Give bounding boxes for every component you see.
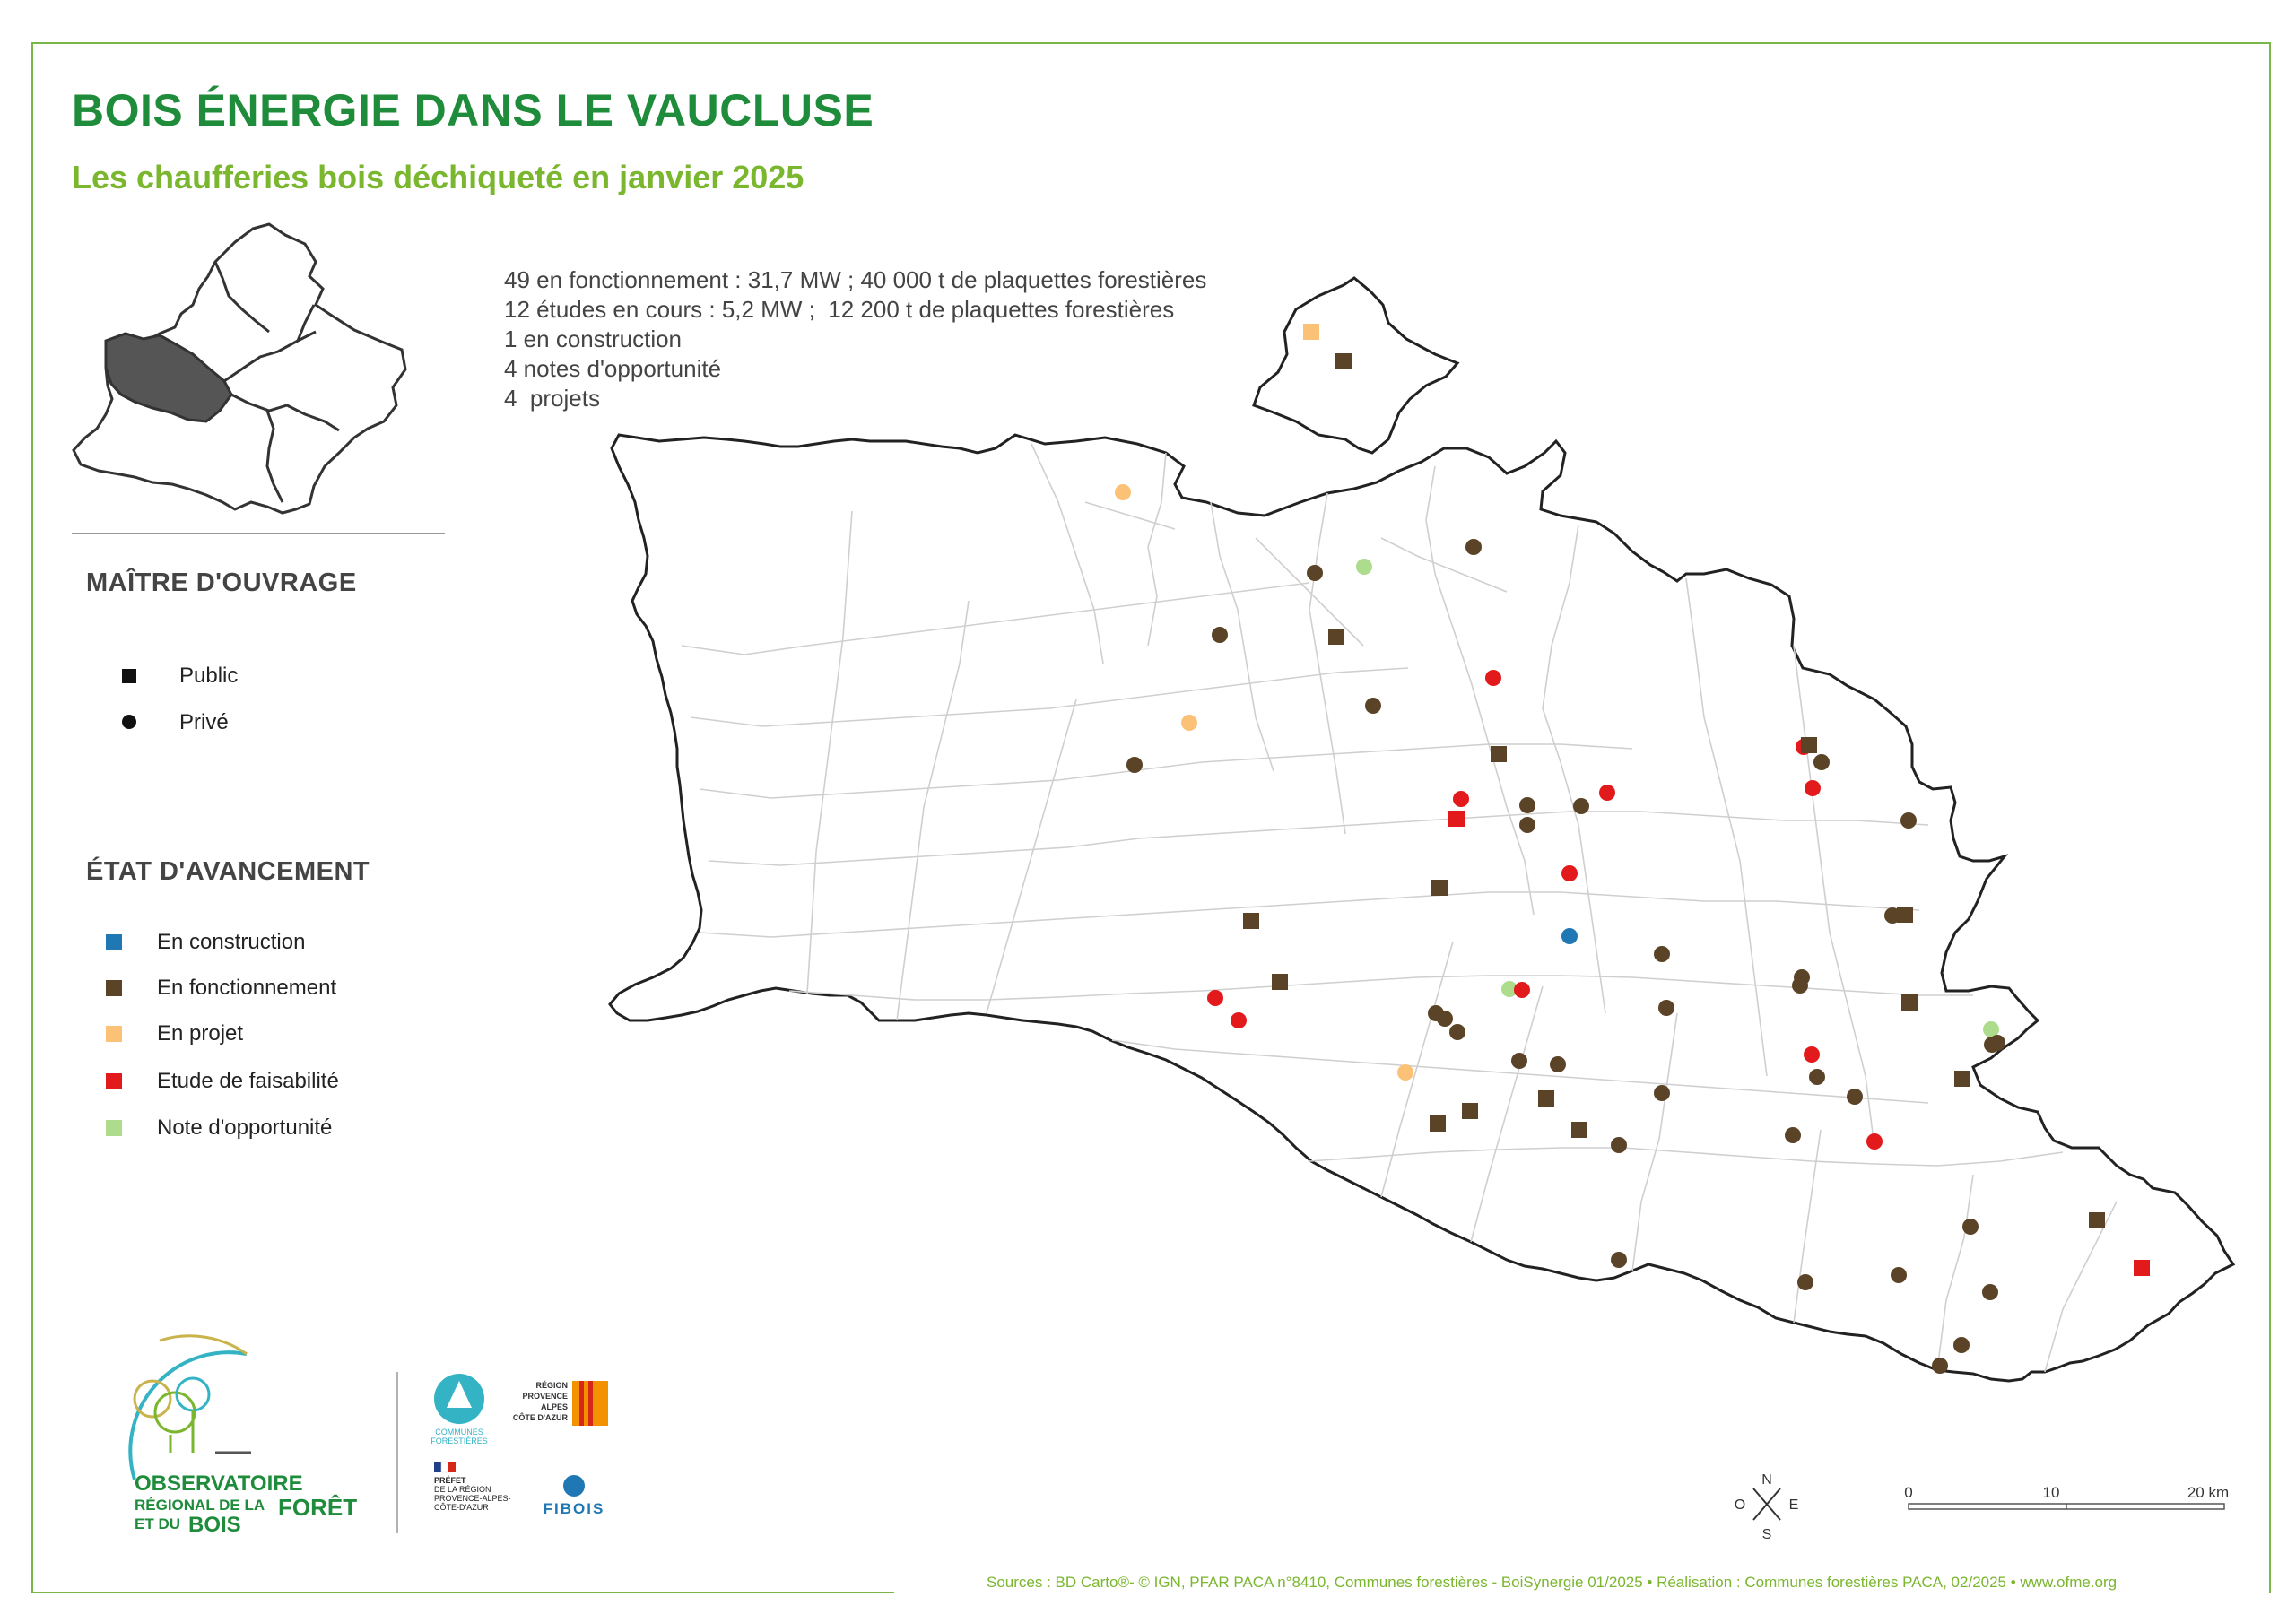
- site-private-fonctionnement: [1984, 1037, 2000, 1053]
- compass-n: N: [1761, 1472, 1772, 1488]
- site-private-fonctionnement: [1465, 539, 1482, 555]
- site-public-fonctionnement: [1491, 746, 1507, 762]
- site-public-fonctionnement: [1801, 737, 1817, 753]
- site-private-fonctionnement: [1449, 1024, 1465, 1040]
- site-private-fonctionnement: [1962, 1219, 1979, 1235]
- site-private-fonctionnement: [1611, 1137, 1627, 1153]
- scale-bar: [1904, 1484, 2229, 1509]
- prefet-line3: PROVENCE-ALPES-: [434, 1494, 511, 1503]
- prefet-logo: [434, 1462, 511, 1512]
- site-public-fonctionnement: [1538, 1090, 1554, 1107]
- sources-credit: Sources : BD Carto®- © IGN, PFAR PACA n°8410, Communes forestières - BoiSynergie 01/2025 • Réalisation : Communes forestières PACA, 02/2025 • www.ofme.org: [987, 1574, 2118, 1591]
- stat-line: 4 notes d'opportunité: [504, 355, 722, 382]
- legend-status-label: En projet: [157, 1021, 244, 1046]
- site-public-fonctionnement: [2089, 1212, 2105, 1228]
- site-private-etude: [1207, 990, 1223, 1006]
- compass-o: O: [1734, 1497, 1746, 1513]
- enclave-outline: [1254, 278, 1457, 453]
- site-public-fonctionnement: [1571, 1122, 1587, 1138]
- site-private-fonctionnement: [1126, 757, 1143, 773]
- legend-owner-title: MAÎTRE D'OUVRAGE: [86, 568, 357, 597]
- site-private-etude: [1599, 785, 1615, 801]
- legend-status-label: En fonctionnement: [157, 976, 337, 1000]
- site-public-fonctionnement: [1954, 1071, 1970, 1087]
- site-private-fonctionnement: [1365, 698, 1381, 714]
- legend-status-swatch: [106, 1026, 122, 1042]
- site-private-fonctionnement: [1809, 1069, 1825, 1085]
- legend-status-label: En construction: [157, 930, 306, 954]
- region-line3: ALPES: [540, 1402, 568, 1411]
- site-private-fonctionnement: [1212, 627, 1228, 643]
- ofme-line5: BOIS: [188, 1513, 241, 1537]
- site-private-fonctionnement: [1611, 1252, 1627, 1268]
- department-outline: [610, 435, 2233, 1381]
- prefet-line4: CÔTE-D'AZUR: [434, 1503, 489, 1512]
- compass-s: S: [1761, 1527, 1772, 1542]
- site-private-fonctionnement: [1519, 817, 1535, 833]
- scale-label-20: 20 km: [2187, 1484, 2230, 1501]
- site-private-fonctionnement: [1550, 1056, 1566, 1072]
- scale-label-0: 0: [1904, 1484, 1913, 1501]
- site-private-fonctionnement: [1792, 977, 1808, 994]
- site-private-fonctionnement: [1437, 1011, 1453, 1027]
- site-private-projet: [1181, 715, 1197, 731]
- site-private-projet: [1397, 1064, 1413, 1081]
- site-public-projet: [1303, 324, 1319, 340]
- legend-public-label: Public: [179, 664, 239, 688]
- site-private-etude: [1804, 1046, 1820, 1063]
- site-private-fonctionnement: [1797, 1274, 1813, 1290]
- ofme-line2: RÉGIONAL DE LA: [135, 1497, 265, 1514]
- site-private-projet: [1115, 484, 1131, 500]
- french-flag-white: [441, 1462, 448, 1472]
- site-private-etude: [1514, 982, 1530, 998]
- site-private-etude: [1485, 670, 1501, 686]
- site-public-fonctionnement: [1897, 907, 1913, 923]
- site-public-fonctionnement: [1243, 913, 1259, 929]
- site-private-fonctionnement: [1932, 1358, 1948, 1374]
- region-line1: RÉGION: [535, 1381, 568, 1390]
- legend-circle-symbol: [122, 715, 136, 729]
- region-paca-logo: [513, 1381, 608, 1426]
- legend-private-label: Privé: [179, 710, 229, 734]
- map-subtitle: Les chaufferies bois déchiqueté en janvier 2025: [72, 159, 804, 195]
- region-line2: PROVENCE: [522, 1392, 568, 1401]
- site-private-etude: [1453, 791, 1469, 807]
- site-public-fonctionnement: [1335, 353, 1352, 369]
- compass-e: E: [1788, 1497, 1799, 1513]
- site-private-etude: [1231, 1012, 1247, 1028]
- region-flag-stripe: [588, 1381, 593, 1426]
- site-private-fonctionnement: [1511, 1053, 1527, 1069]
- site-private-fonctionnement: [1891, 1267, 1907, 1283]
- communes-line2: FORESTIÈRES: [430, 1436, 488, 1445]
- site-public-fonctionnement: [1430, 1115, 1446, 1132]
- site-public-etude: [1448, 811, 1465, 827]
- stat-line: 4 projets: [504, 385, 600, 412]
- site-private-fonctionnement: [1813, 754, 1830, 770]
- french-flag-blue: [434, 1462, 441, 1472]
- site-private-fonctionnement: [1953, 1337, 1970, 1353]
- site-public-fonctionnement: [1901, 994, 1918, 1011]
- site-private-fonctionnement: [1847, 1089, 1863, 1105]
- site-private-fonctionnement: [1785, 1127, 1801, 1143]
- map-title: BOIS ÉNERGIE DANS LE VAUCLUSE: [72, 85, 874, 135]
- legend-square-symbol: [122, 669, 136, 683]
- site-private-etude: [1561, 865, 1578, 881]
- prefet-line1: PRÉFET: [434, 1476, 466, 1485]
- site-private-fonctionnement: [1900, 812, 1917, 829]
- site-private-fonctionnement: [1654, 1085, 1670, 1101]
- site-private-fonctionnement: [1519, 797, 1535, 813]
- site-public-fonctionnement: [1431, 880, 1448, 896]
- ofme-line3: FORÊT: [278, 1494, 358, 1521]
- vaucluse-map: [610, 278, 2233, 1381]
- site-private-construction: [1561, 928, 1578, 944]
- communes-line1: COMMUNES: [435, 1428, 483, 1436]
- site-private-etude: [1805, 780, 1821, 796]
- scale-label-10: 10: [2042, 1484, 2060, 1501]
- stat-line: 49 en fonctionnement : 31,7 MW ; 40 000 t de plaquettes forestières: [504, 266, 1207, 293]
- region-line4: CÔTE D'AZUR: [512, 1413, 568, 1422]
- stat-line: 1 en construction: [504, 325, 683, 352]
- legend-status-label: Note d'opportunité: [157, 1115, 333, 1140]
- legend-status-swatch: [106, 980, 122, 996]
- ofme-line4: ET DU: [135, 1515, 180, 1532]
- site-private-fonctionnement: [1654, 946, 1670, 962]
- legend-status-swatch: [106, 1120, 122, 1136]
- ofme-logo: [130, 1336, 357, 1537]
- prefet-line2: DE LA RÉGION: [434, 1485, 491, 1494]
- legend-status-label: Etude de faisabilité: [157, 1069, 339, 1093]
- legend-status-swatch: [106, 1073, 122, 1089]
- legend-divider: [72, 533, 445, 534]
- site-private-etude: [1866, 1133, 1883, 1150]
- site-public-fonctionnement: [1272, 974, 1288, 990]
- stat-line: 12 études en cours : 5,2 MW ; 12 200 t de plaquettes forestières: [504, 296, 1175, 323]
- fibois-logo: [544, 1475, 605, 1517]
- legend-status-swatch: [106, 934, 122, 950]
- site-private-fonctionnement: [1307, 565, 1323, 581]
- ofme-line1: OBSERVATOIRE: [135, 1471, 303, 1496]
- fibois-text: FIBOIS: [543, 1500, 605, 1517]
- region-flag-stripe: [579, 1381, 584, 1426]
- site-public-fonctionnement: [1328, 629, 1344, 645]
- site-private-note: [1356, 559, 1372, 575]
- inset-region-map: [74, 224, 405, 513]
- site-private-fonctionnement: [1573, 798, 1589, 814]
- legend-status-title: ÉTAT D'AVANCEMENT: [86, 857, 370, 886]
- compass-rose: [1735, 1472, 1799, 1542]
- site-public-etude: [2134, 1260, 2150, 1276]
- site-public-fonctionnement: [1462, 1103, 1478, 1119]
- communes-forestieres-logo: [430, 1374, 488, 1445]
- site-private-fonctionnement: [1982, 1284, 1998, 1300]
- french-flag-red: [448, 1462, 456, 1472]
- fibois-logo-circle: [563, 1475, 585, 1497]
- site-private-fonctionnement: [1658, 1000, 1674, 1016]
